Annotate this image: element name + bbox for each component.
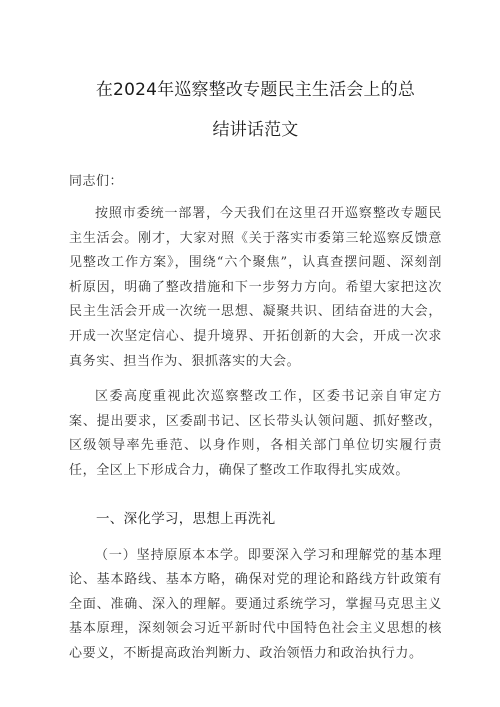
section-heading: 一、深化学习，思想上再洗礼 <box>96 510 276 527</box>
document-title-line-1: 在2024年巡察整改专题民主生活会上的总 <box>95 80 416 100</box>
document-title <box>69 72 442 148</box>
body-paragraph: 按照市委统一部署，今天我们在这里召开巡察整改专题民主生活会。刚才，大家对照《关于落实市委第三轮巡察反馈意见整改工作方案》，围绕“六个聚焦”，认真查摆问题、深刻剖析原因，明确了整改措施和下一步努力方向。希望大家把这次民主生活会开成一次统一思想、凝聚共识、团结奋进的大会，开成一次坚定信心、提升境界、开拓创新的大会，开成一次求真务实、担当作为、狠抓落实的大会。 <box>69 206 442 369</box>
document-title-line-2: 结讲话范文 <box>212 120 299 140</box>
body-paragraph: 区委高度重视此次巡察整改工作，区委书记亲自审定方案、提出要求，区委副书记、区长带头认领问题、抓好整改，区级领导率先垂范、以身作则，各相关部门单位切实履行责任，全区上下形成合力，确保了整改工作取得扎实成效。 <box>69 389 442 478</box>
section-paragraph: （一）坚持原原本本学。即要深入学习和理解党的基本理论、基本路线、基本方略，确保对党的理论和路线方针政策有全面、准确、深入的理解。要通过系统学习，掌握马克思主义基本原理，深刻领会习近平新时代中国特色社会主义思想的核心要义，不断提高政治判断力、政治领悟力和政治执行力。 <box>69 547 442 661</box>
salutation: 同志们： <box>69 174 124 189</box>
